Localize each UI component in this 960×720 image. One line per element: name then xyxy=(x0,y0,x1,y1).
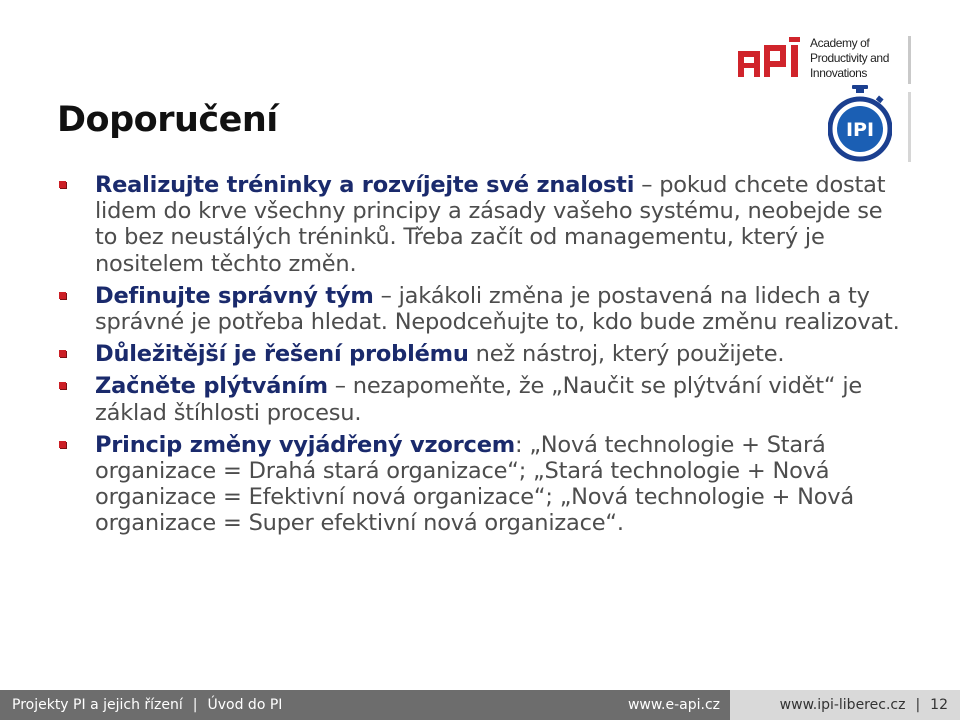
logo-caption xyxy=(810,36,889,81)
footer-bar xyxy=(0,690,960,720)
item-keyword: Princip změny vyjádřený vzorcem xyxy=(95,431,515,458)
list-item xyxy=(57,172,907,277)
list-item xyxy=(57,283,907,335)
bullet-square-icon xyxy=(59,441,66,448)
recommendation-list xyxy=(57,172,907,543)
logo-divider xyxy=(908,36,911,84)
footer-left xyxy=(0,690,730,720)
bullet-square-icon xyxy=(59,181,66,188)
slide-title: Doporučení xyxy=(57,100,278,140)
footer-course: Projekty PI a jejich řízení xyxy=(12,697,183,713)
item-text: : „Nová technologie + Stará organizace = Drahá stará organizace“; „Stará technologie + Nová organizace = Efektivní nová organizace“; „Nová technologie + Nová organizace = Super efektivní nová organizace“. xyxy=(95,431,854,537)
logo-divider-lower xyxy=(908,92,911,162)
logo-block xyxy=(730,30,930,170)
footer-separator: | xyxy=(192,697,198,713)
ipi-badge-text: IPI xyxy=(845,119,875,141)
footer-right xyxy=(730,690,960,720)
page-number: 12 xyxy=(930,697,948,713)
item-keyword: Důležitější je řešení problému xyxy=(95,341,469,368)
list-item xyxy=(57,432,907,537)
item-text: než nástroj, který použijete. xyxy=(468,341,785,368)
footer-url-eapi[interactable]: www.e-api.cz xyxy=(627,697,720,713)
stopwatch-icon xyxy=(828,85,892,165)
item-text: – jakákoli změna je postavená na lidech a ty správné je potřeba hledat. Nepodceňujte to, kdo bude změnu realizovat. xyxy=(95,282,900,336)
item-keyword: Začněte plýtváním xyxy=(95,373,328,400)
api-logo-mark xyxy=(736,35,816,81)
list-item xyxy=(57,341,907,367)
footer-section: Úvod do PI xyxy=(207,697,283,713)
logo-line-2: Productivity and xyxy=(810,51,889,65)
logo-line-1: Academy of xyxy=(810,36,870,50)
item-keyword: Definujte správný tým xyxy=(95,282,374,309)
footer-url-ipi[interactable]: www.ipi-liberec.cz xyxy=(779,697,906,713)
item-text: – pokud chcete dostat lidem do krve všechny principy a zásady vašeho systému, neobejde se to bez neustálých tréninků. Třeba začít od managementu, který je nositelem těchto změn. xyxy=(95,172,886,277)
item-keyword: Realizujte tréninky a rozvíjejte své znalosti xyxy=(95,172,635,198)
footer-separator-right: | xyxy=(915,697,921,713)
bullet-square-icon xyxy=(59,292,66,299)
bullet-square-icon xyxy=(59,382,66,389)
logo-line-3: Innovations xyxy=(810,66,867,80)
bullet-square-icon xyxy=(59,350,66,357)
list-item xyxy=(57,373,907,425)
api-logo xyxy=(736,35,816,89)
item-text: – nezapomeňte, že „Naučit se plýtvání vidět“ je základ štíhlosti procesu. xyxy=(95,373,863,426)
